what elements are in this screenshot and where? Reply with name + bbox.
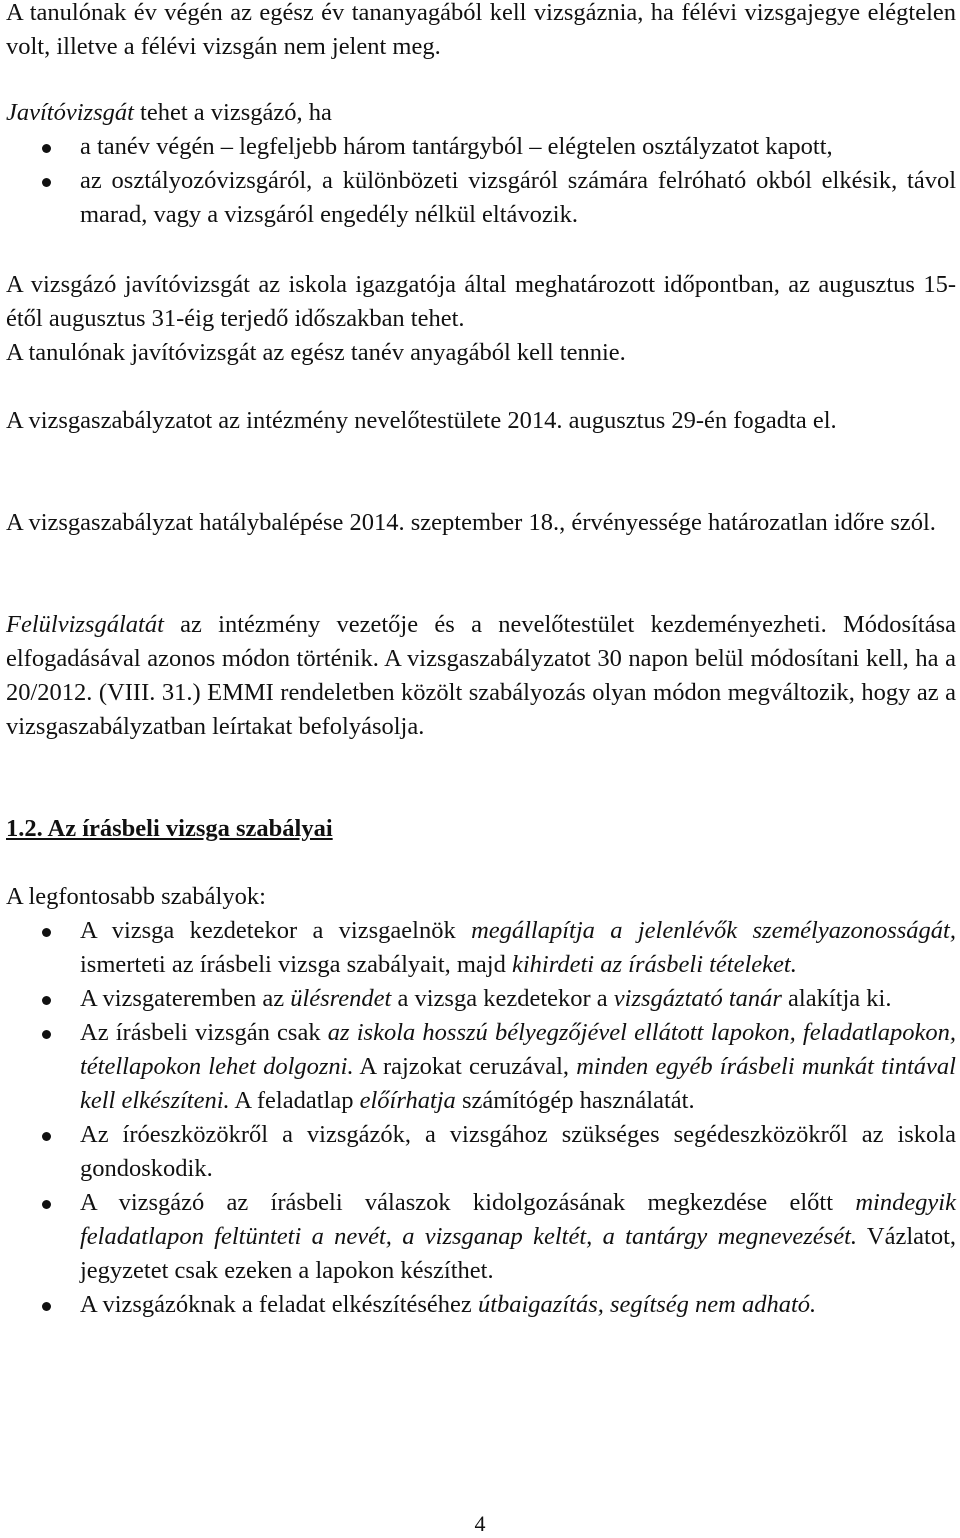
list-item	[0, 1288, 956, 1322]
conditions-list	[0, 130, 960, 232]
list-item	[0, 982, 956, 1016]
emphasis-text: megállapítja a jelenlévők személyazonosságát,	[471, 917, 956, 944]
emphasis-text: minden egyéb írásbeli munkát tintával kell elkészíteni.	[80, 1053, 956, 1114]
list-item	[0, 130, 956, 164]
retake-schedule-paragraph: A vizsgázó javítóvizsgát az iskola igazgatója által meghatározott időpontban, az augusztus 15-étől augusztus 31-éig terjedő időszakban tehet.	[6, 271, 956, 332]
plain-text: a vizsga kezdetekor a	[391, 985, 614, 1012]
bullet-icon	[42, 928, 51, 937]
emphasis-text: előírhatja	[359, 1087, 456, 1114]
list-item-text	[80, 914, 956, 982]
retake-exam-intro	[6, 96, 956, 130]
plain-text: Az íróeszközökről a vizsgázók, a vizsgához szükséges segédeszközökről az iskola gondoskodik.	[80, 1121, 956, 1182]
plain-text: A vizsgateremben az	[80, 985, 291, 1012]
bullet-icon	[42, 1132, 51, 1141]
plain-text: Az írásbeli vizsgán csak	[80, 1019, 328, 1046]
emphasis-text: ülésrendet	[290, 985, 392, 1012]
list-item-text	[80, 1016, 956, 1118]
intro-paragraph: A tanulónak év végén az egész év tananyagából kell vizsgáznia, ha félévi vizsgajegye elégtelen volt, illetve a félévi vizsgán nem jelent meg.	[6, 0, 956, 60]
bullet-icon	[42, 1302, 51, 1311]
list-item-text: az osztályozóvizsgáról, a különbözeti vizsgáról számára felróható okból elkésik, távol marad, vagy a vizsgáról engedély nélkül eltávozik.	[80, 167, 956, 228]
retake-exam-term: Javítóvizsgát	[6, 99, 134, 126]
bullet-icon	[42, 1030, 51, 1039]
emphasis-text: vizsgáztató tanár	[613, 985, 782, 1012]
revision-text: az intézmény vezetője és a nevelőtestület kezdeményezheti. Módosítása elfogadásával azonos módon történik. A vizsgaszabályzatot 30 napon belül módosítani kell, ha a 20/2012. (VIII. 31.) EMMI rendeletben közölt szabályozás olyan módon megváltozik, hogy az a vizsgaszabályzatban leírtakat befolyásolja.	[6, 611, 956, 740]
bullet-icon	[42, 996, 51, 1005]
plain-text: Vázlatot, jegyzetet csak ezeken a lapokon készíthet.	[80, 1223, 957, 1284]
revision-paragraph	[6, 608, 956, 744]
emphasis-text: kihirdeti az írásbeli tételeket.	[512, 951, 797, 978]
rules-list	[0, 914, 960, 1322]
plain-text: A vizsga kezdetekor a vizsgaelnök	[80, 917, 472, 944]
retake-exam-intro-text: tehet a vizsgázó, ha	[133, 99, 332, 126]
bullet-icon	[42, 144, 51, 153]
retake-scope-paragraph: A tanulónak javítóvizsgát az egész tanév anyagából kell tennie.	[6, 339, 626, 366]
plain-text: A vizsgázó az írásbeli válaszok kidolgozásának megkezdése előtt	[80, 1189, 856, 1216]
plain-text: ismerteti az írásbeli vizsga szabályait, majd	[80, 951, 512, 978]
list-item-text	[80, 1186, 956, 1288]
plain-text: A vizsgázóknak a feladat elkészítéséhez	[80, 1291, 478, 1318]
bullet-icon	[42, 178, 51, 187]
list-item	[0, 164, 956, 232]
page-number: 4	[474, 1511, 486, 1536]
plain-text: alakítja ki.	[781, 985, 892, 1012]
rules-intro: A legfontosabb szabályok:	[6, 883, 266, 910]
emphasis-text: az iskola hosszú bélyegzőjével ellátott lapokon, feladatlapokon, tétellapokon lehet dolgozni.	[80, 1019, 956, 1080]
list-item-text	[80, 1288, 956, 1322]
revision-term: Felülvizsgálatát	[6, 611, 164, 638]
list-item	[0, 1118, 956, 1186]
plain-text: A feladatlap	[229, 1087, 360, 1114]
adoption-paragraph: A vizsgaszabályzatot az intézmény nevelőtestülete 2014. augusztus 29-én fogadta el.	[6, 407, 837, 434]
plain-text: A rajzokat ceruzával,	[353, 1053, 577, 1080]
list-item-text	[80, 1118, 956, 1186]
section-heading: 1.2. Az írásbeli vizsga szabályai	[6, 815, 333, 842]
list-item	[0, 1016, 956, 1118]
list-item-text	[80, 982, 956, 1016]
bullet-icon	[42, 1200, 51, 1209]
emphasis-text: útbaigazítás, segítség nem adható.	[477, 1291, 817, 1318]
list-item	[0, 914, 956, 982]
plain-text: számítógép használatát.	[455, 1087, 695, 1114]
effective-date-paragraph: A vizsgaszabályzat hatálybalépése 2014. szeptember 18., érvényessége határozatlan időre szól.	[6, 509, 936, 536]
list-item-text: a tanév végén – legfeljebb három tantárgyból – elégtelen osztályzatot kapott,	[80, 133, 833, 160]
list-item	[0, 1186, 956, 1288]
emphasis-text: mindegyik feladatlapon feltünteti a nevét, a vizsganap keltét, a tantárgy megnevezését.	[80, 1189, 956, 1250]
